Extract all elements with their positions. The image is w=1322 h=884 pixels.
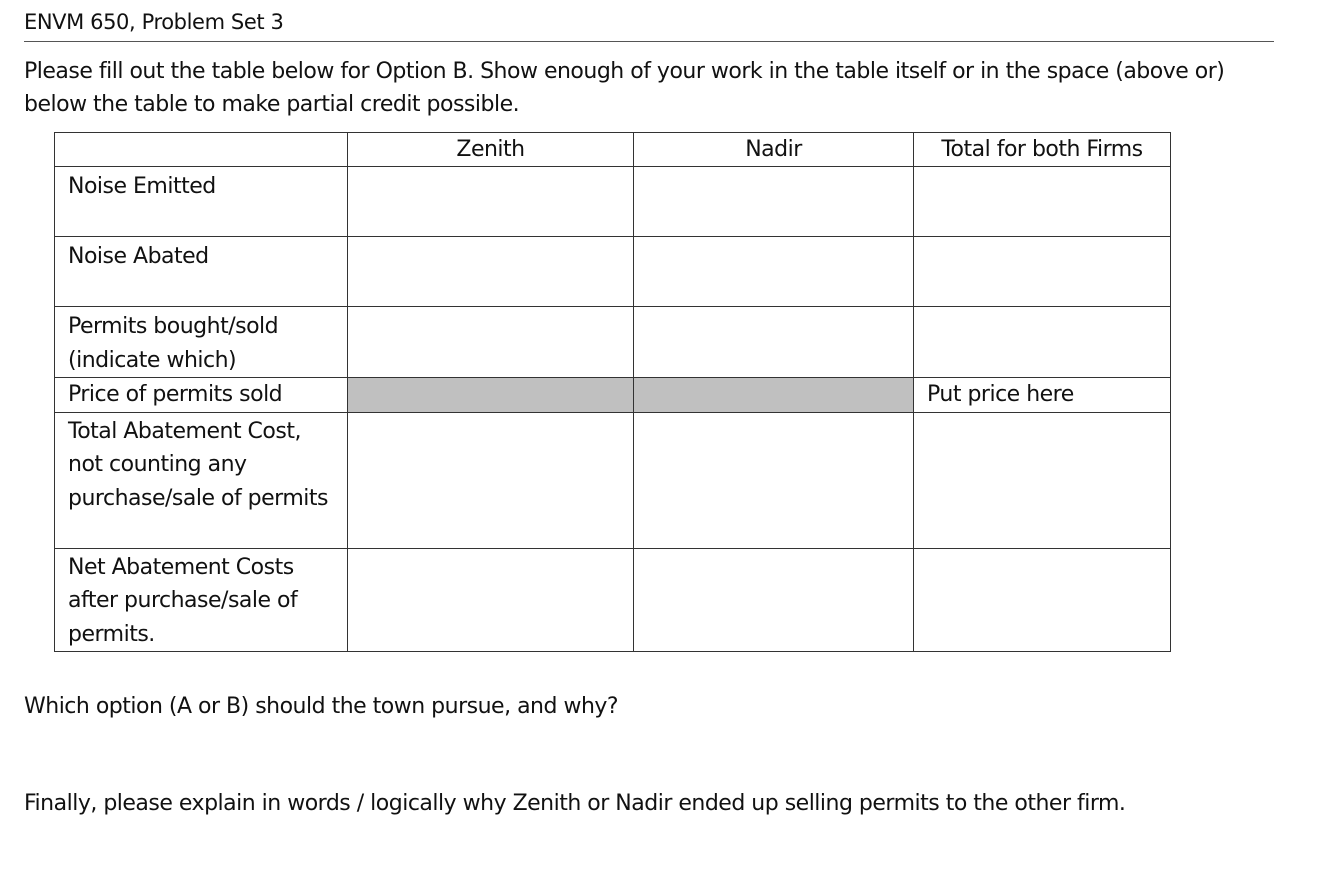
cell-zenith-net-abatement[interactable] bbox=[348, 548, 634, 652]
table-row bbox=[55, 378, 1171, 413]
cell-nadir-price-shaded bbox=[634, 378, 914, 413]
cell-total-permits[interactable] bbox=[914, 307, 1171, 378]
cell-zenith-noise-emitted[interactable] bbox=[348, 167, 634, 237]
row-label-noise-abated: Noise Abated bbox=[55, 237, 348, 307]
option-b-table bbox=[54, 132, 1171, 652]
cell-total-price[interactable]: Put price here bbox=[914, 378, 1171, 413]
table-header-row bbox=[55, 133, 1171, 167]
cell-nadir-permits[interactable] bbox=[634, 307, 914, 378]
document-title: ENVM 650, Problem Set 3 bbox=[24, 8, 1274, 42]
row-label-price-of-permits: Price of permits sold bbox=[55, 378, 348, 413]
column-header-nadir: Nadir bbox=[634, 133, 914, 167]
cell-zenith-price-shaded bbox=[348, 378, 634, 413]
row-label-total-abatement-cost: Total Abatement Cost, not counting any purchase/sale of permits bbox=[55, 412, 348, 548]
cell-total-net-abatement[interactable] bbox=[914, 548, 1171, 652]
cell-nadir-total-abatement[interactable] bbox=[634, 412, 914, 548]
question-explain-permit-sale: Finally, please explain in words / logically why Zenith or Nadir ended up selling permits to the other firm. bbox=[24, 791, 1126, 816]
cell-total-total-abatement[interactable] bbox=[914, 412, 1171, 548]
row-label-net-abatement-costs: Net Abatement Costs after purchase/sale of permits. bbox=[55, 548, 348, 652]
row-label-permits-bought-sold: Permits bought/sold (indicate which) bbox=[55, 307, 348, 378]
table-row bbox=[55, 548, 1171, 652]
column-header-zenith: Zenith bbox=[348, 133, 634, 167]
cell-zenith-total-abatement[interactable] bbox=[348, 412, 634, 548]
question-option-choice: Which option (A or B) should the town pursue, and why? bbox=[24, 694, 619, 719]
cell-nadir-noise-emitted[interactable] bbox=[634, 167, 914, 237]
cell-nadir-net-abatement[interactable] bbox=[634, 548, 914, 652]
table-row bbox=[55, 412, 1171, 548]
row-label-noise-emitted: Noise Emitted bbox=[55, 167, 348, 237]
cell-total-noise-abated[interactable] bbox=[914, 237, 1171, 307]
instructions-text: Please fill out the table below for Option B. Show enough of your work in the table itself or in the space (above or) below the table to make partial credit possible. bbox=[24, 59, 1225, 117]
cell-zenith-permits[interactable] bbox=[348, 307, 634, 378]
table-row bbox=[55, 237, 1171, 307]
cell-total-noise-emitted[interactable] bbox=[914, 167, 1171, 237]
table-row bbox=[55, 307, 1171, 378]
table-row bbox=[55, 167, 1171, 237]
cell-zenith-noise-abated[interactable] bbox=[348, 237, 634, 307]
cell-nadir-noise-abated[interactable] bbox=[634, 237, 914, 307]
column-header-total: Total for both Firms bbox=[914, 133, 1171, 167]
header-corner-cell bbox=[55, 133, 348, 167]
